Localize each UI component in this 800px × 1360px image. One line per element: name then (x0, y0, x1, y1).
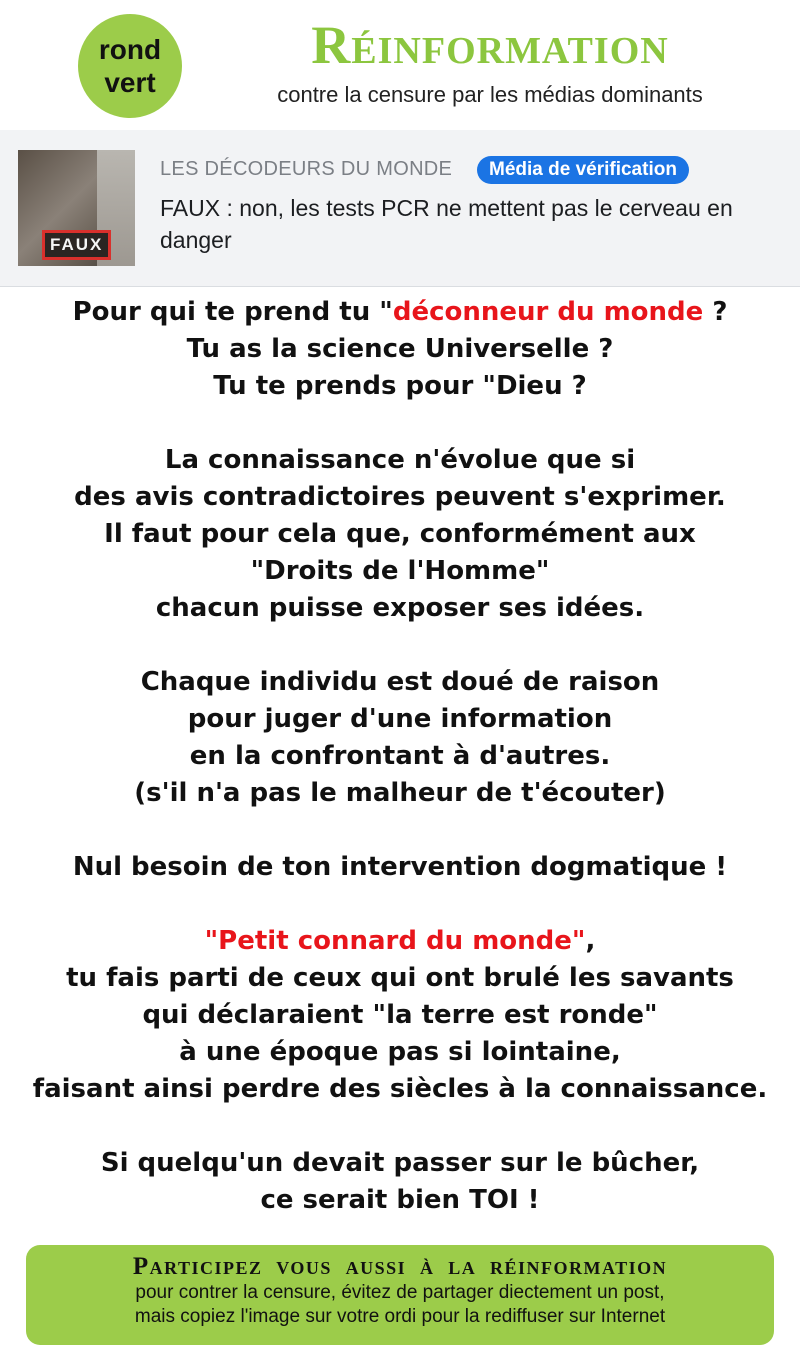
verification-badge: Média de vérification (477, 156, 689, 184)
footer-line-1: pour contrer la censure, évitez de partager diectement un post, (135, 1282, 665, 1303)
footer-title: Participez vous aussi à la réinformation (132, 1253, 668, 1280)
text-line: La connaissance n'évolue que si (164, 445, 636, 475)
text-line: Chaque individu est doué de raison (140, 667, 660, 697)
highlight-text: déconneur du monde (392, 297, 704, 327)
text-line: "Petit connard du monde", (204, 926, 596, 956)
text-line: faisant ainsi perdre des siècles à la connaissance. (32, 1074, 768, 1104)
footer-banner (26, 1245, 774, 1345)
text-line: Nul besoin de ton intervention dogmatique ! (72, 852, 728, 882)
highlight-text: "Petit connard du monde" (204, 926, 586, 956)
rond-vert-logo (78, 14, 182, 118)
text-line: en la confrontant à d'autres. (189, 741, 611, 771)
text-line: (s'il n'a pas le malheur de t'écouter) (134, 778, 666, 808)
card-headline[interactable]: FAUX : non, les tests PCR ne mettent pas le cerveau en danger (160, 195, 733, 253)
text-line: Si quelqu'un devait passer sur le bûcher, (100, 1148, 700, 1178)
page-subtitle: contre la censure par les médias dominants (277, 82, 703, 107)
text-line: chacun puisse exposer ses idées. (155, 593, 645, 623)
text-line: tu fais parti de ceux qui ont brulé les savants (66, 963, 734, 993)
text-line: pour juger d'une information (187, 704, 613, 734)
brand-header (200, 14, 780, 108)
text-line: ce serait bien TOI ! (260, 1185, 540, 1215)
text-line: "Droits de l'Homme" (250, 556, 550, 586)
text-line: des avis contradictoires peuvent s'exprimer. (74, 482, 726, 512)
text-line: Tu as la science Universelle ? (186, 334, 614, 364)
main-text (0, 294, 800, 1219)
text-line: Tu te prends pour "Dieu ? (213, 371, 587, 401)
article-thumbnail (18, 150, 135, 266)
text-line: Pour qui te prend tu "déconneur du monde ? (72, 297, 728, 327)
card-source: LES DÉCODEURS DU MONDE (160, 158, 453, 180)
faux-stamp: FAUX (42, 230, 111, 260)
footer-line-2: mais copiez l'image sur votre ordi pour la rediffuser sur Internet (134, 1306, 666, 1327)
page-title: Réinformation (311, 15, 669, 75)
logo-line-2: vert (104, 67, 156, 98)
text-line: qui déclaraient "la terre est ronde" (142, 1000, 658, 1030)
text-line: Il faut pour cela que, conformément aux (104, 519, 696, 549)
logo-line-1: rond (98, 34, 162, 65)
text-line: à une époque pas si lointaine, (179, 1037, 621, 1067)
